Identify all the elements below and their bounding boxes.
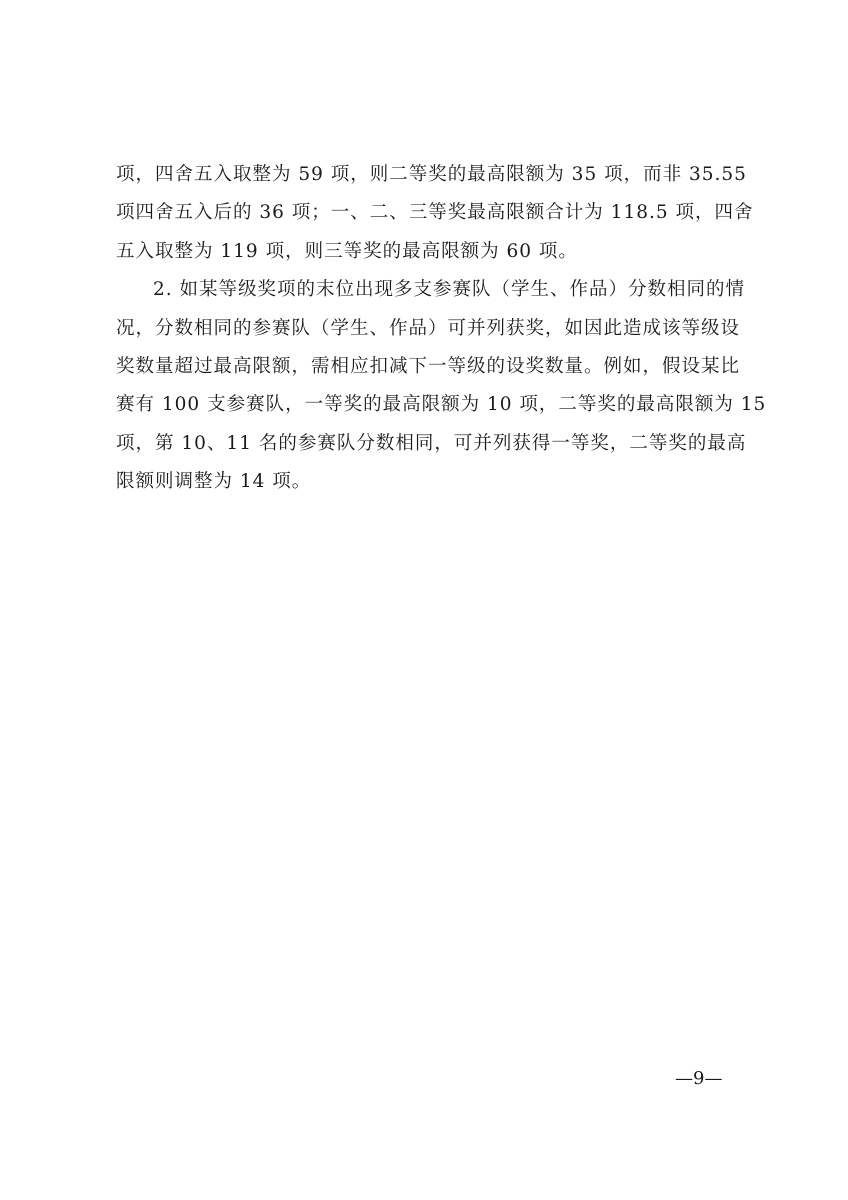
text-line: 限额则调整为 14 项。 (116, 471, 312, 493)
text-line: 项四舍五入后的 36 项；一、二、三等奖最高限额合计为 118.5 项，四舍 (116, 202, 754, 224)
paragraph-award-quota-rounding (116, 156, 754, 271)
text-line: 五入取整为 119 项，则三等奖的最高限额为 60 项。 (116, 240, 578, 262)
text-line: 项，第 10、11 名的参赛队分数相同，可并列获得一等奖，二等奖的最高 (116, 432, 747, 454)
paragraph-tie-rule (116, 271, 767, 501)
text-line: 项，四舍五入取整为 59 项，则二等奖的最高限额为 35 项，而非 35.55 (116, 164, 747, 185)
text-line: 况，分数相同的参赛队（学生、作品）可并列获奖，如因此造成该等级设 (116, 317, 741, 339)
text-line: 赛有 100 支参赛队，一等奖的最高限额为 10 项，二等奖的最高限额为 15 (116, 394, 767, 416)
text-line: 奖数量超过最高限额，需相应扣减下一等级的设奖数量。例如，假设某比 (116, 355, 741, 377)
document-body (116, 156, 767, 502)
page-number: —9— (675, 1068, 723, 1089)
text-line: 2. 如某等级奖项的末位出现多支参赛队（学生、作品）分数相同的情 (153, 279, 746, 301)
